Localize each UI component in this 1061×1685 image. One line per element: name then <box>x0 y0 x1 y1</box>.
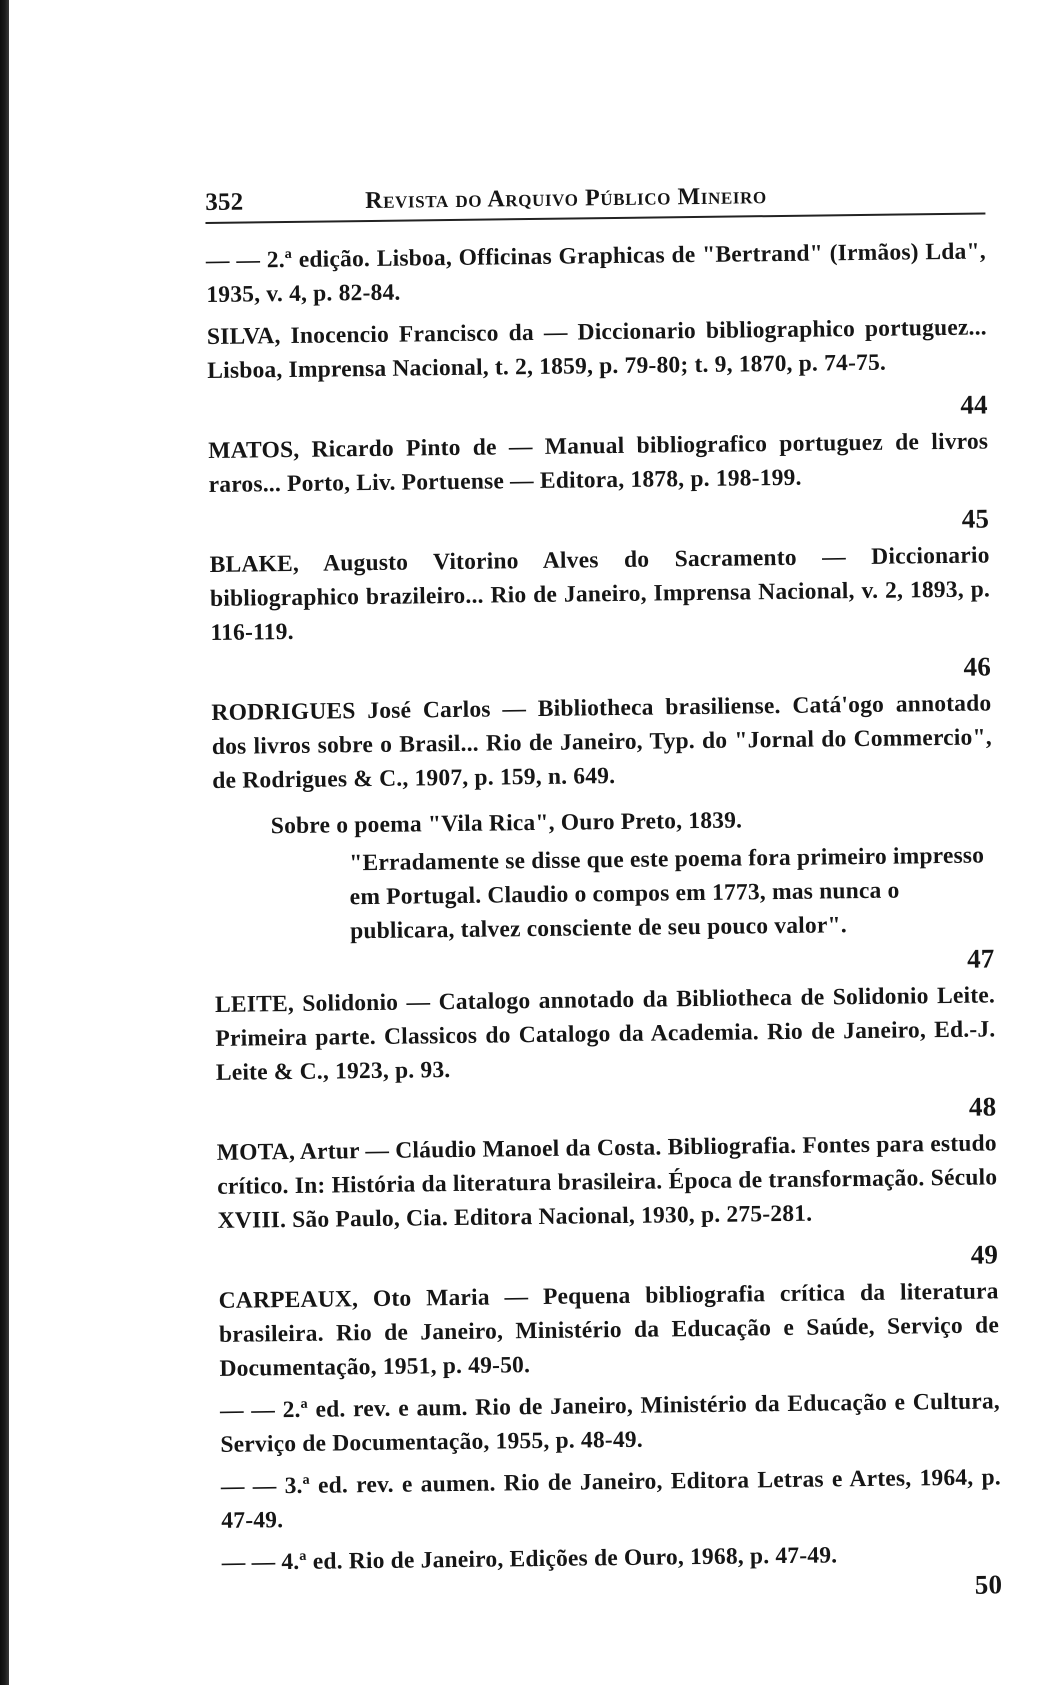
entry-number: 48 <box>968 1091 997 1122</box>
entry-note <box>271 800 995 949</box>
entry-number: 45 <box>961 503 990 534</box>
bibliography-entry: MATOS, Ricardo Pinto de — Manual bibliografico portuguez de livros raros... Porto, Liv. Portuense — Editora, 1878, p. 198-199. <box>208 428 989 498</box>
running-title: Revista do Arquivo Público Mineiro <box>365 183 767 215</box>
bibliography-entry: — — 2.ª edição. Lisboa, Officinas Graphicas de "Bertrand" (Irmãos) Lda", 1935, v. 4, p. 82-84. <box>205 238 987 308</box>
bibliography-entry: — — 4.ª ed. Rio de Janeiro, Edições de Ouro, 1968, p. 47-49. <box>221 1542 838 1576</box>
entry-number: 50 <box>974 1569 1003 1600</box>
note-text: Sobre o poema "Vila Rica", Ouro Preto, 1839. <box>270 807 743 840</box>
bibliography-entry: RODRIGUES José Carlos — Bibliotheca brasiliense. Catá'ogo annotado dos livros sobre o Brasil... Rio de Janeiro, Typ. do "Jornal do Commercio", de Rodrigues & C., 1907, p. 159, n. 649. <box>211 690 992 794</box>
bibliography-entry: MOTA, Artur — Cláudio Manoel da Costa. Bibliografia. Fontes para estudo crítico. In: História da literatura brasileira. Época de transformação. Século XVIII. São Paulo, Cia. Editora Nacional, 1930, p. 275-281. <box>216 1130 998 1234</box>
note-quote: "Erradamente se disse que este poema fora primeiro impresso em Portugal. Claudio o compos em 1773, mas nunca o publicara, talvez consciente de seu pouco valor". <box>349 842 985 945</box>
bibliography-entry: — — 3.ª ed. rev. e aumen. Rio de Janeiro, Editora Letras e Artes, 1964, p. 47-49. <box>220 1464 1002 1534</box>
bibliography-entry: CARPEAUX, Oto Maria — Pequena bibliografia crítica da literatura brasileira. Rio de Janeiro, Ministério da Educação e Saúde, Serviço de Documentação, 1951, p. 49-50. <box>218 1278 1000 1382</box>
bibliography-entry: BLAKE, Augusto Vitorino Alves do Sacramento — Diccionario bibliographico brazileiro... Rio de Janeiro, Imprensa Nacional, v. 2, 1893, p. 116-119. <box>209 542 991 646</box>
bibliography-entry: — — 2.ª ed. rev. e aum. Rio de Janeiro, Ministério da Educação e Cultura, Serviço de Documentação, 1955, p. 48-49. <box>219 1388 1001 1458</box>
bibliography-entry: SILVA, Inocencio Francisco da — Diccionario bibliographico portuguez... Lisboa, Imprensa Nacional, t. 2, 1859, p. 79-80; t. 9, 1870, p. 74-75. <box>206 314 987 384</box>
entry-number: 46 <box>963 651 992 682</box>
bibliography-list <box>205 214 1002 1607</box>
entry-number: 44 <box>960 389 988 420</box>
bibliography-entry: LEITE, Solidonio — Catalogo annotado da Bibliotheca de Solidonio Leite. Primeira parte. Classicos do Catalogo da Academia. Rio de Janeiro, Ed.-J. Leite & C., 1923, p. 93. <box>214 982 996 1086</box>
scan-edge <box>0 0 9 1685</box>
entry-number: 47 <box>966 943 995 974</box>
document-page <box>205 174 1002 1613</box>
entry-number: 49 <box>970 1239 999 1270</box>
page-number: 352 <box>205 188 244 216</box>
